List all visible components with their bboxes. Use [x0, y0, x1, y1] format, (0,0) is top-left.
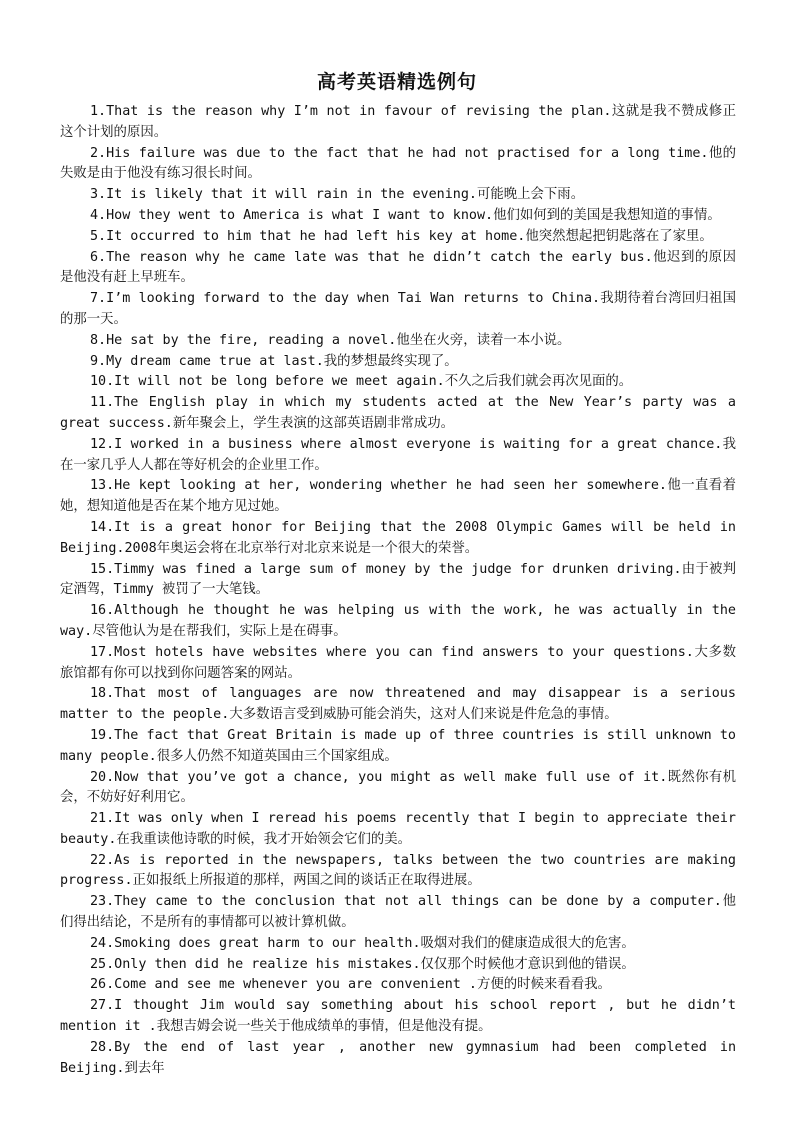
sentence-28: 28.By the end of last year , another new gymnasium had been completed in Beijing.到去年 [60, 1039, 736, 1076]
sentence-17: 17.Most hotels have websites where you can find answers to your questions.大多数旅馆都有你可以找到你问题答案的网站。 [60, 644, 736, 681]
sentence-20: 20.Now that you’ve got a chance, you might as well make full use of it.既然你有机会，不妨好好利用它。 [60, 769, 736, 806]
sentence-1: 1.That is the reason why I’m not in favour of revising the plan.这就是我不赞成修正这个计划的原因。 [60, 104, 736, 140]
sentence-11: 11.The English play in which my students acted at the New Year’s party was a great success.新年聚会上，学生表演的这部英语剧非常成功。 [60, 395, 736, 431]
sentence-25: 25.Only then did he realize his mistakes.仅仅那个时候他才意识到他的错误。 [90, 956, 635, 972]
sentence-8: 8.He sat by the fire, reading a novel.他坐在火旁，读着一本小说。 [90, 332, 571, 348]
sentence-12: 12.I worked in a business where almost everyone is waiting for a great chance.我在一家几乎人人都在等好机会的企业里工作。 [60, 436, 736, 473]
sentence-27: 27.I thought Jim would say something about his school report , but he didn’t mention it .我想吉姆会说一些关于他成绩单的事情，但是他没有提。 [60, 998, 736, 1035]
sentence-19: 19.The fact that Great Britain is made up of three countries is still unknown to many people.很多人仍然不知道英国由三个国家组成。 [60, 727, 736, 764]
sentence-23: 23.They came to the conclusion that not all things can be done by a computer.他们得出结论，不是所有的事情都可以被计算机做。 [60, 894, 736, 931]
sentence-24: 24.Smoking does great harm to our health.吸烟对我们的健康造成很大的危害。 [90, 935, 635, 951]
sentence-4: 4.How they went to America is what I want to know.他们如何到的美国是我想知道的事情。 [90, 207, 721, 223]
sentence-16: 16.Although he thought he was helping us with the work, he was actually in the way.尽管他认为是在帮我们，实际上是在碍事。 [60, 603, 736, 639]
sentence-10: 10.It will not be long before we meet again.不久之后我们就会再次见面的。 [90, 374, 633, 390]
sentence-7: 7.I’m looking forward to the day when Tai Wan returns to China.我期待着台湾回归祖国的那一天。 [60, 291, 736, 327]
sentence-14: 14.It is a great honor for Beijing that the 2008 Olympic Games will be held in Beijing.2008年奥运会将在北京举行对北京来说是一个很大的荣誉。 [60, 519, 736, 556]
sentence-9: 9.My dream came true at last.我的梦想最终实现了。 [90, 353, 458, 369]
sentence-21: 21.It was only when I reread his poems recently that I begin to appreciate their beauty.在我重读他诗歌的时候，我才开始领会它们的美。 [60, 811, 736, 847]
sentence-5: 5.It occurred to him that he had left his key at home.他突然想起把钥匙落在了家里。 [90, 228, 713, 244]
document-title: 高考英语精选例句 [316, 71, 477, 93]
sentence-26: 26.Come and see me whenever you are convenient .方便的时候来看看我。 [90, 977, 611, 993]
sentence-2: 2.His failure was due to the fact that he had not practised for a long time.他的失败是由于他没有练习很长时间。 [60, 145, 736, 182]
sentence-3: 3.It is likely that it will rain in the evening.可能晚上会下雨。 [90, 187, 585, 203]
sentence-18: 18.That most of languages are now threatened and may disappear is a serious matter to the people.大多数语言受到威胁可能会消失，这对人们来说是件危急的事情。 [60, 686, 736, 723]
sentence-13: 13.He kept looking at her, wondering whether he had seen her somewhere.他一直看着她，想知道他是否在某个地方见过她。 [60, 478, 736, 515]
sentence-15: 15.Timmy was fined a large sum of money by the judge for drunken driving.由于被判定酒驾，Timmy 被罚了一大笔钱。 [60, 561, 736, 598]
sentence-list [60, 102, 736, 1079]
sentence-6: 6.The reason why he came late was that he didn’t catch the early bus.他迟到的原因是他没有赶上早班车。 [60, 249, 736, 286]
sentence-22: 22.As is reported in the newspapers, talks between the two countries are making progress.正如报纸上所报道的那样，两国之间的谈话正在取得进展。 [60, 852, 736, 889]
